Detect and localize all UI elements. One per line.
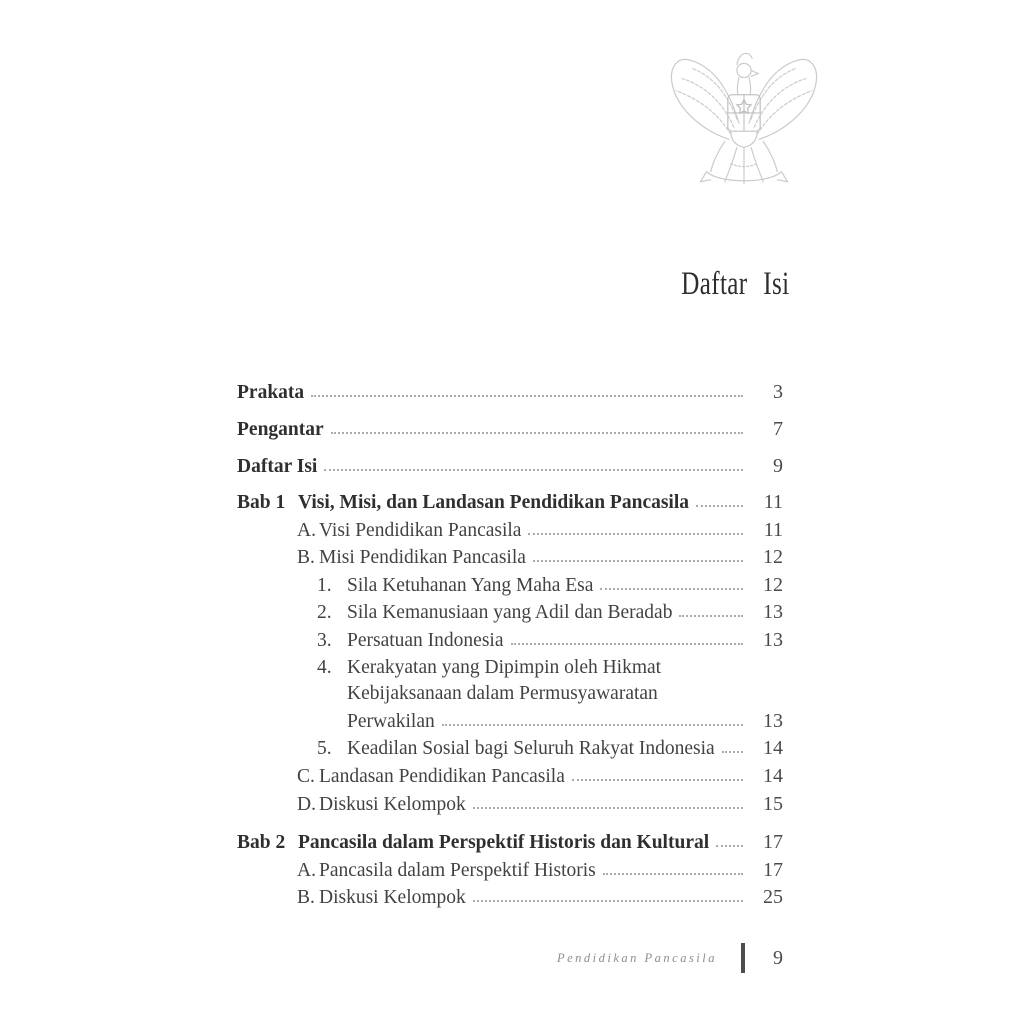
entry-label: Daftar Isi bbox=[237, 456, 318, 477]
toc-entry bbox=[237, 489, 783, 517]
entry-label: Landasan Pendidikan Pancasila bbox=[319, 765, 565, 787]
entry-label: Sila Ketuhanan Yang Maha Esa bbox=[347, 574, 594, 596]
toc-entry bbox=[237, 791, 783, 819]
footer-book-title: Pendidikan Pancasila bbox=[556, 950, 717, 965]
entry-prefix: A. bbox=[297, 519, 316, 541]
entry-label: Kebijaksanaan dalam Permusyawaratan bbox=[347, 683, 658, 705]
entry-page-number: 15 bbox=[763, 792, 783, 815]
entry-prefix: C. bbox=[297, 765, 315, 787]
entry-page-number: 12 bbox=[763, 573, 783, 596]
entry-label: Diskusi Kelompok bbox=[319, 887, 466, 909]
toc-entry bbox=[237, 829, 783, 857]
garuda-pancasila-icon bbox=[668, 36, 820, 198]
entry-page-number: 13 bbox=[763, 601, 783, 624]
entry-page-number: 7 bbox=[773, 418, 783, 440]
toc-entry bbox=[237, 627, 783, 655]
footer-page-number: 9 bbox=[773, 946, 783, 969]
entry-label: Diskusi Kelompok bbox=[319, 793, 466, 815]
entry-prefix: B. bbox=[297, 887, 315, 909]
entry-prefix: 3. bbox=[317, 629, 332, 651]
garuda-pancasila-emblem bbox=[668, 36, 820, 198]
dot-leader bbox=[528, 533, 743, 535]
toc-entry bbox=[237, 411, 783, 448]
entry-label: Pancasila dalam Perspektif Historis dan Kultural bbox=[298, 832, 710, 854]
entry-prefix: 2. bbox=[317, 602, 332, 624]
entry-prefix: D. bbox=[297, 793, 316, 815]
dot-leader bbox=[511, 643, 744, 645]
entry-page-number: 11 bbox=[763, 491, 783, 513]
entry-label: Visi, Misi, dan Landasan Pendidikan Pancasila bbox=[298, 492, 690, 513]
toc-entry bbox=[237, 517, 783, 545]
entry-label: Sila Kemanusiaan yang Adil dan Beradab bbox=[347, 602, 673, 624]
toc-entry bbox=[237, 374, 783, 411]
entry-label: Prakata bbox=[237, 382, 305, 403]
entry-page-number: 13 bbox=[763, 709, 783, 732]
toc-entry bbox=[237, 884, 783, 912]
entry-label: Pancasila dalam Perspektif Historis bbox=[319, 859, 596, 881]
entry-label: Persatuan Indonesia bbox=[347, 629, 504, 651]
entry-page-number: 17 bbox=[763, 858, 783, 881]
entry-page-number: 9 bbox=[773, 455, 783, 477]
entry-page-number: 12 bbox=[763, 546, 783, 569]
entry-page-number: 13 bbox=[763, 628, 783, 651]
entry-label: Keadilan Sosial bagi Seluruh Rakyat Indonesia bbox=[347, 738, 715, 760]
entry-label: Kerakyatan yang Dipimpin oleh Hikmat bbox=[347, 656, 662, 678]
entry-page-number: 14 bbox=[763, 737, 783, 760]
entry-label: Perwakilan bbox=[347, 710, 435, 732]
toc-entry bbox=[237, 708, 783, 736]
dot-leader bbox=[311, 395, 743, 397]
dot-leader bbox=[679, 615, 743, 617]
footer-divider-bar bbox=[741, 943, 745, 973]
dot-leader bbox=[603, 873, 743, 875]
dot-leader bbox=[331, 432, 743, 434]
entry-page-number: 25 bbox=[763, 886, 783, 909]
entry-prefix: A. bbox=[297, 859, 316, 881]
dot-leader bbox=[696, 505, 743, 507]
toc-entry bbox=[237, 544, 783, 572]
entry-page-number: 3 bbox=[773, 381, 783, 403]
toc-list bbox=[237, 374, 783, 912]
toc-entry bbox=[237, 448, 783, 485]
toc-entry bbox=[237, 599, 783, 627]
entry-prefix: Bab 2 bbox=[237, 832, 286, 854]
dot-leader bbox=[324, 469, 743, 471]
dot-leader bbox=[722, 751, 743, 753]
toc-entry bbox=[237, 572, 783, 600]
entry-page-number: 14 bbox=[763, 764, 783, 787]
entry-label: Misi Pendidikan Pancasila bbox=[319, 547, 526, 569]
dot-leader bbox=[473, 807, 743, 809]
dot-leader bbox=[533, 560, 743, 562]
entry-prefix: Bab 1 bbox=[237, 492, 286, 513]
toc-entry bbox=[237, 681, 783, 708]
entry-page-number: 11 bbox=[763, 518, 783, 541]
dot-leader bbox=[716, 845, 743, 847]
entry-prefix: 4. bbox=[317, 656, 332, 678]
page-title: Daftar Isi bbox=[681, 266, 790, 302]
toc-entry bbox=[237, 857, 783, 885]
entry-page-number: 17 bbox=[763, 831, 783, 854]
entry-label: Pengantar bbox=[237, 419, 324, 440]
entry-label: Visi Pendidikan Pancasila bbox=[319, 519, 522, 541]
toc-entry bbox=[237, 735, 783, 763]
toc-entry bbox=[237, 763, 783, 791]
entry-prefix: 1. bbox=[317, 574, 332, 596]
entry-prefix: B. bbox=[297, 547, 315, 569]
toc-entry bbox=[237, 655, 783, 682]
dot-leader bbox=[473, 900, 743, 902]
dot-leader bbox=[572, 779, 743, 781]
page-footer bbox=[237, 941, 783, 975]
entry-prefix: 5. bbox=[317, 738, 332, 760]
dot-leader bbox=[600, 588, 743, 590]
dot-leader bbox=[442, 724, 743, 726]
